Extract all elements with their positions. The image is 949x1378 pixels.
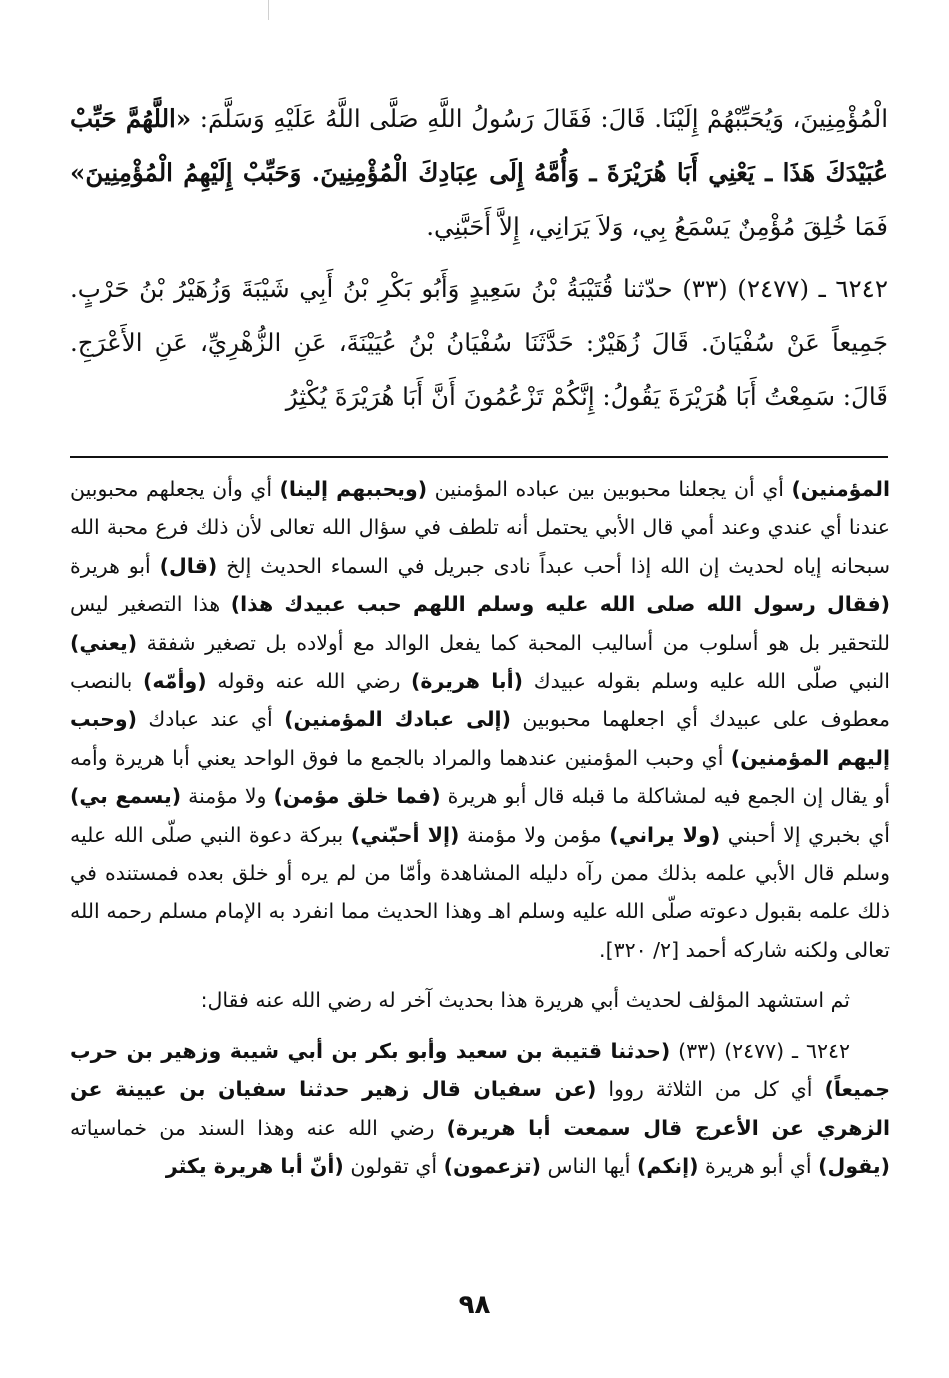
bold-quote-segment: (أبا هريرة)	[411, 669, 524, 694]
hadith-text	[70, 92, 888, 424]
text-segment: أبو هريرة	[70, 553, 160, 578]
text-segment: ولا مؤمنة	[181, 784, 274, 809]
bold-quote-segment: (يعني)	[70, 630, 138, 655]
bold-quote-segment: (حدثنا قتيبة بن سعيد وأبو بكر بن أبي شيبة وزهير بن حرب جميعاً)	[70, 1038, 890, 1102]
bold-quote-segment: (يسمع بي)	[70, 784, 182, 809]
scan-mark	[268, 0, 269, 20]
commentary-paragraph-1	[70, 470, 890, 969]
bold-quote-segment: (وأمّه)	[142, 669, 207, 694]
text-segment: النبي صلّى الله عليه وسلم بقوله عبيدك	[523, 669, 890, 694]
page-number: ٩٨	[458, 1290, 491, 1320]
text-segment: ٦٢٤٢ ـ (٢٤٧٧) (٣٣)	[670, 1038, 850, 1063]
bold-quote-segment: (تزعمون)	[443, 1153, 541, 1178]
text-segment: أي بخبري إلا أحبني	[720, 822, 890, 847]
bold-quote-segment: (عن سفيان قال زهير حدثنا سفيان بن عيينة عن الزهري عن الأعرج قال سمعت أبا هريرة)	[70, 1077, 890, 1140]
text-segment: أيها الناس	[540, 1153, 637, 1178]
footnote-divider	[70, 456, 888, 458]
bold-quote-segment: (وحبب إليهم المؤمنين)	[70, 707, 891, 770]
text-segment: رضي الله عنه وهذا السند من خماسياته	[70, 1115, 447, 1140]
hadith-paragraph-1	[70, 92, 888, 254]
commentary-paragraph-3	[70, 1032, 890, 1186]
bold-quote-segment: المؤمنين)	[791, 477, 891, 501]
bold-quote-segment: (فقال رسول الله صلى الله عليه وسلم اللهم حبب عبيدك هذا)	[230, 592, 890, 617]
bold-quote-segment: (أنّ أبا هريرة يكثر	[165, 1153, 344, 1178]
bold-quote-segment: (فما خلق مؤمن)	[273, 784, 441, 809]
text-segment: أي تقولون	[343, 1153, 444, 1178]
text-segment: رضي الله عنه وقوله	[206, 669, 412, 694]
bold-quote-segment: (إلا أحبّني)	[350, 822, 460, 847]
bold-quote-segment: (قال)	[159, 553, 218, 578]
bold-quote-segment: (ولا يراني)	[609, 822, 721, 847]
text-segment: أي أبو هريرة	[698, 1153, 819, 1178]
text-segment: أي عند عبادك	[136, 707, 285, 732]
text-segment: هذا التصغير ليس للتحقير بل هو أسلوب من أساليب المحبة كما يفعل الوالد مع أولاده بل تصغير شفقة	[70, 592, 890, 655]
text-segment: بالنصب معطوف على عبيدك أي اجعلهما محبوبين	[70, 669, 890, 732]
text-segment: أي كل من الثلاثة رووا	[596, 1077, 825, 1102]
hadith-paragraph-2: ٦٢٤٢ ـ (٢٤٧٧) (٣٣) حدّثنا قُتَيْبَةُ بْنُ سَعِيدٍ وَأَبُو بَكْرِ بْنُ أَبِي شَيْبَةَ وَزُهَيْرُ بْنُ حَرْبٍ. جَمِيعاً عَنْ سُفْيَانَ. قَالَ زُهَيْرٌ: حَدَّثَنَا سُفْيَانُ بْنُ عُيَيْنَةَ، عَنِ الزُّهْرِيِّ، عَنِ الأَعْرَجِ. قَالَ: سَمِعْتُ أَبَا هُرَيْرَةَ يَقُولُ: إِنَّكُمْ تَزْعُمُونَ أَنَّ أَبَا هُرَيْرَةَ يُكْثِرُ	[70, 274, 888, 411]
hadith-text-segment: الْمُؤْمِنِينَ، وَيُحَبِّبْهُمْ إِلَيْنَا. قَالَ: فَقَالَ رَسُولُ اللَّهِ صَلَّى اللَّهُ عَلَيْهِ وَسَلَّمَ:	[191, 104, 889, 133]
text-segment: مؤمن ولا مؤمنة	[459, 822, 610, 847]
bold-quote-segment: (إلى عبادك المؤمنين)	[284, 707, 511, 732]
hadith-prophet-quote: «اللَّهُمَّ حَبِّبْ عُبَيْدَكَ هَذَا ـ يَعْنِي أَبَا هُرَيْرَةَ ـ وَأُمَّهُ إِلَى عِبَادِكَ الْمُؤْمِنِينَ. وَحَبِّبْ إِلَيْهِمُ الْمُؤْمِنِينَ»	[70, 104, 888, 187]
text-segment: أي أن يجعلنا محبوبين بين عباده المؤمنين	[427, 477, 792, 501]
text-segment: ببركة دعوة النبي صلّى الله عليه وسلم قال الأبي علمه بذلك ممن رآه دليله المشاهدة وأمّا من لم يره أو خلق بعده فمستنده في ذلك علمه بقبول دعوته صلّى الله عليه وسلم اهـ وهذا الحديث مما انفرد به الإمام مسلم رحمه الله تعالى ولكنه شاركه أحمد [٢/ ٣٢٠].	[70, 822, 890, 962]
bold-quote-segment: (ويحببهم إلينا)	[279, 477, 428, 501]
text-segment: أي وحبب المؤمنين عندهما والمراد بالجمع ما فوق الواحد يعني أبا هريرة وأمه أو يقال إن الجمع فيه لمشاكلة ما قبله قال أبو هريرة	[70, 745, 891, 809]
bold-quote-segment: (يقول)	[818, 1153, 890, 1178]
text-segment: أي وأن يجعلهم محبوبين عندنا أي عندي وعند أمي قال الأبي يحتمل أنه تلطف في سؤال الله تعالى لأن ذلك فرع محبة الله سبحانه إياه لحديث إن الله إذا أحب عبداً نادى جبريل في السماء الحديث إلخ	[70, 477, 890, 578]
bold-quote-segment: (إنكم)	[637, 1153, 699, 1178]
hadith-text-segment: فَمَا خُلِقَ مُؤْمِنٌ يَسْمَعُ بِي، وَلاَ يَرَانِي، إِلاَّ أَحَبَّنِي.	[426, 212, 888, 241]
commentary	[70, 470, 890, 1185]
commentary-paragraph-2: ثم استشهد المؤلف لحديث أبي هريرة هذا بحديث آخر له رضي الله عنه فقال:	[200, 988, 850, 1013]
